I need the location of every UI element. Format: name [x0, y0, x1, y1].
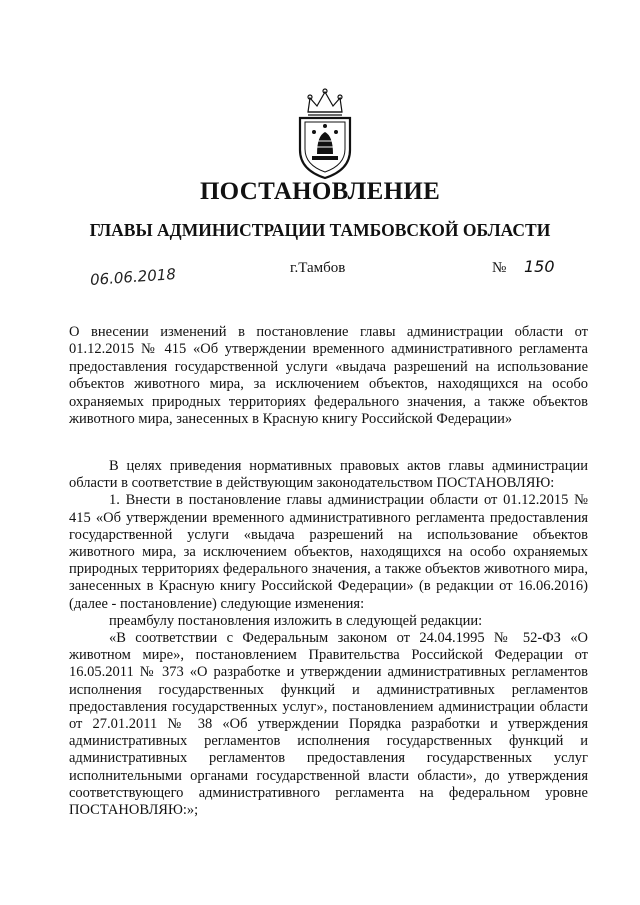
- tambov-coat-of-arms-icon: [290, 88, 360, 180]
- body-paragraph: В целях приведения нормативных правовых актов главы администрации области в соответствие в действующим законодательством ПОСТАНОВЛЯЮ:: [69, 458, 588, 492]
- number-sign: №: [492, 260, 507, 276]
- document-city: г.Тамбов: [290, 260, 346, 276]
- document-number: 150: [524, 257, 555, 276]
- document-date: 06.06.2018: [89, 265, 177, 289]
- body-paragraph: «В соответствии с Федеральным законом от 24.04.1995 № 52-ФЗ «О животном мире», постановлением Правительства Российской Федерации от 16.05.2011 № 373 «О разработке и утверждении административных регламентов исполнения государственных функций и административных регламентов предоставления государственных услуг», постановлением администрации области от 27.01.2011 № 38 «Об утверждении Порядка разработки и утверждения административных регламентов исполнения государственных функций и административных регламентов предоставления государственных услуг исполнительными органами государственной власти области», до утверждения соответствующего административного регламента на федеральном уровне ПОСТАНОВЛЯЮ:»;: [69, 630, 588, 819]
- body-paragraph: 1. Внести в постановление главы администрации области от 01.12.2015 № 415 «Об утверждении временного административного регламента предоставления государственной услуги «выдача разрешений на использование объектов животного мира, за исключением объектов, находящихся на особо охраняемых природных территориях федерального значения, а также объектов животного мира, занесенных в Красную книгу Российской Федерации» (в редакции от 16.06.2016) (далее - постановление) следующие изменения:: [69, 492, 588, 612]
- document-body: [69, 458, 588, 819]
- document-subtitle: ГЛАВЫ АДМИНИСТРАЦИИ ТАМБОВСКОЙ ОБЛАСТИ: [89, 220, 551, 240]
- document-title: ПОСТАНОВЛЕНИЕ: [199, 178, 441, 205]
- document-subject: О внесении изменений в постановление главы администрации области от 01.12.2015 № 415 «Об утверждении временного административного регламента предоставления государственной услуги «выдача разрешений на использование объектов животного мира, за исключением объектов, находящихся на особо охраняемых природных территориях федерального значения, а также объектов животного мира, занесенных в Красную книгу Российской Федерации»: [69, 324, 588, 428]
- body-paragraph: преамбулу постановления изложить в следующей редакции:: [109, 612, 483, 629]
